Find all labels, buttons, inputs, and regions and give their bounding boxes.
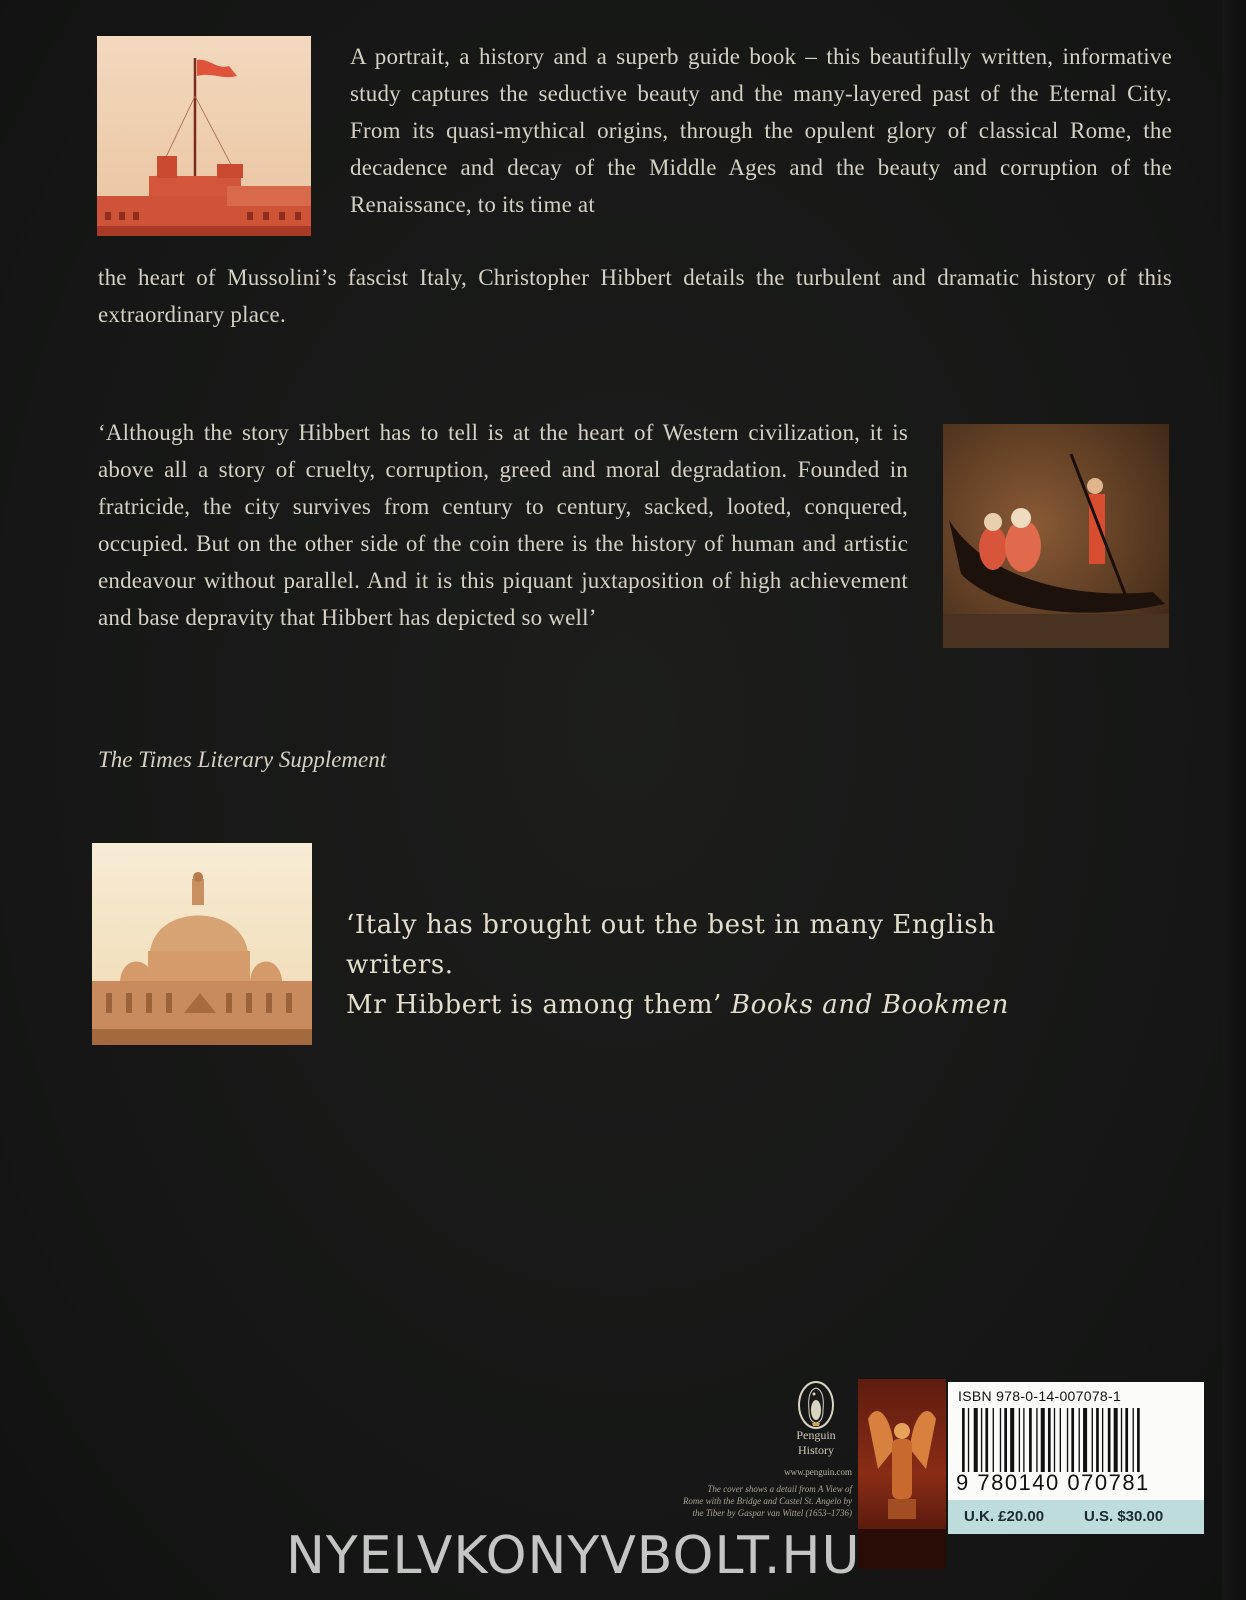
review-source-books-and-bookmen: Books and Bookmen [730, 990, 1009, 1020]
quote-line-1: ‘Italy has brought out the best in many English writers. [346, 910, 996, 980]
cover-edge [1222, 0, 1246, 1600]
cover-credit [590, 1483, 852, 1519]
publisher-imprint [780, 1428, 852, 1458]
review-quote-tls: ‘Although the story Hibbert has to tell is at the heart of Western civilization, it is above all a story of cruelty, corruption, greed and moral degradation. Founded in fratricide, the city survives from century to century, sacked, looted, conquered, occupied. But on the other side of the coin there is the history of human and artistic endeavour without parallel. And it is this piquant juxtaposition of high achievement and base depravity that Hibbert has depicted so well’ [98, 420, 908, 630]
imprint-name: Penguin [796, 1428, 836, 1442]
credit-line-2: Rome with the Bridge and Castel St. Angelo by [682, 1496, 852, 1506]
review-quote-books-and-bookmen [346, 905, 1106, 1025]
barcode-digits: 9 780140 070781 [956, 1470, 1150, 1495]
publisher-url: www.penguin.com [784, 1467, 852, 1477]
barcode-panel [948, 1382, 1204, 1500]
barcode-bars [962, 1408, 1194, 1472]
quote-line-2: Mr Hibbert is among them’ [346, 990, 723, 1020]
price-band [948, 1500, 1204, 1534]
watermark: NYELVKONYVBOLT.HU [286, 1526, 861, 1586]
castel-sant-angelo-image [97, 36, 311, 236]
isbn-label: ISBN 978-0-14-007078-1 [958, 1388, 1122, 1404]
blurb-paragraph-1: A portrait, a history and a superb guide book – this beautifully written, informative study captures the seductive beauty and the many-layered past of the Eternal City. From its quasi-mythical origins, through the opulent glory of classical Rome, the decadence and decay of the Middle Ages and the beauty and corruption of the Renaissance, to its time at [350, 44, 1172, 217]
review-source-tls: The Times Literary Supplement [98, 747, 387, 772]
price-us: U.S. $30.00 [1084, 1508, 1164, 1525]
imprint-series: History [798, 1443, 834, 1457]
penguin-logo-icon [797, 1380, 835, 1430]
credit-line-1: The cover shows a detail from A View of [707, 1484, 852, 1494]
gondola-painting-image [943, 424, 1169, 648]
blurb-paragraph-1-continued: the heart of Mussolini’s fascist Italy, Christopher Hibbert details the turbulent and dramatic history of this extraordinary place. [98, 265, 1172, 327]
price-uk: U.K. £20.00 [964, 1508, 1045, 1525]
st-peters-basilica-image [92, 843, 312, 1045]
angel-statue-image [858, 1379, 946, 1569]
credit-line-3: the Tiber by Gaspar van Wittel (1653–1736) [692, 1508, 852, 1518]
